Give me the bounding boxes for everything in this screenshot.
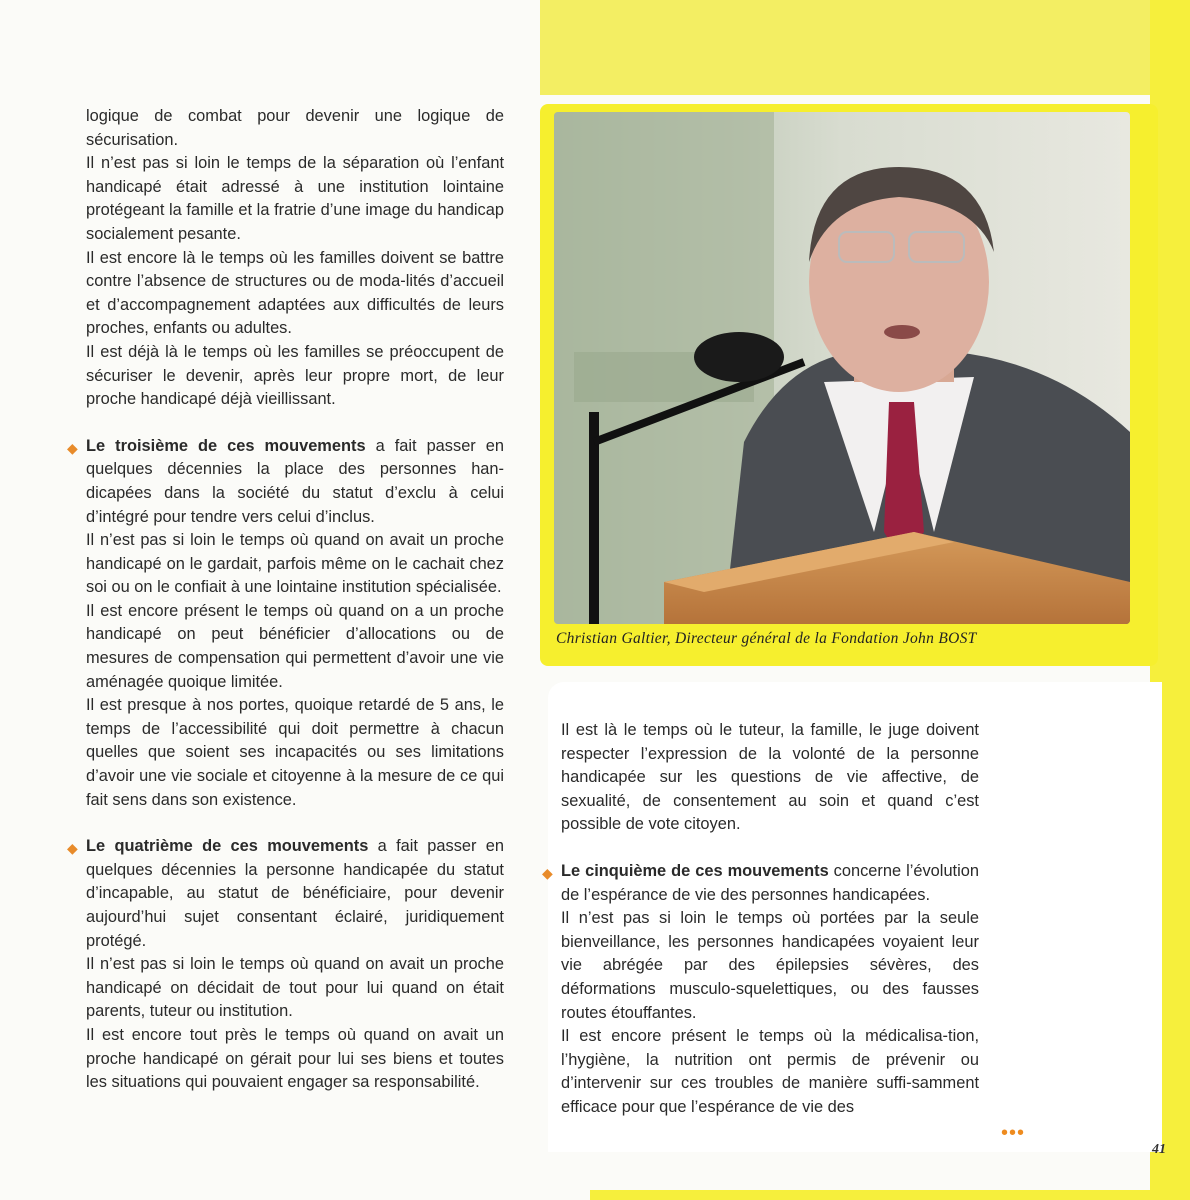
paragraph: Il n’est pas si loin le temps de la séparation où l’enfant handicapé était adressé à une institution lointaine protégeant la famille et la fratrie d’une image du handicap socialement pesante. — [86, 154, 504, 243]
paragraph: Il est encore là le temps où les familles doivent se battre contre l’absence de structures ou de moda-lités d’accueil et d’accompagnement adaptées aux difficultés de leurs proches, enfants ou adultes. — [86, 248, 504, 338]
diamond-bullet-icon: ◆ — [67, 439, 78, 456]
page-number: 41 — [1152, 1142, 1166, 1157]
paragraph: Il n’est pas si loin le temps où portées par la seule bienveillance, les personnes handicapées voyaient leur vie abrégée par des épilepsies sévères, des déformations musculo-squelettiques, ou des fausses routes étouffantes. — [561, 909, 979, 1022]
bullet-paragraph-fourth-movement — [67, 835, 505, 953]
diamond-bullet-icon: ◆ — [67, 840, 78, 857]
bullet-paragraph-fifth-movement — [542, 860, 979, 907]
paragraph: Il n’est pas si loin le temps où quand on avait un proche handicapé on décidait de tout pour lui quand on était parents, tuteur ou institution. — [86, 955, 504, 1021]
speaker-photo — [554, 112, 1130, 624]
paragraph: logique de combat pour devenir une logique de sécurisation. — [86, 107, 504, 149]
paragraph: Il est encore tout près le temps où quand on avait un proche handicapé on gérait pour lui ses biens et toutes les situations qui pouvaient engager sa responsabilité. — [86, 1025, 504, 1092]
heading-third-movement: Le troisième de ces mouvements — [86, 436, 366, 455]
bullet-text: concerne l’évolution de l’espérance de vie des personnes handicapées. — [561, 861, 979, 904]
bullet-paragraph-third-movement — [67, 435, 504, 529]
paragraph: Il est déjà là le temps où les familles se préoccupent de sécuriser le devenir, après leur propre mort, de leur proche handicapé déjà vieillissant. — [86, 342, 504, 409]
paragraph: Il est presque à nos portes, quoique retardé de 5 ans, le temps de l’accessibilité qui doit permettre à chacun quelles que soient ses incapacités ou ses limitations d’avoir une vie sociale et citoyenne à la mesure de ce qui fait sens dans son existence. — [86, 696, 504, 809]
heading-fourth-movement: Le quatrième de ces mouvements — [86, 837, 369, 856]
bullet-text: a fait passer en quelques décennies la personne handicapée du statut d’incapable, au statut de bénéficiaire, pour devenir aujourd’hui sujet consentant éclairé, juridiquement protégé. — [86, 837, 505, 950]
yellow-bottom-band — [590, 1190, 1190, 1200]
photo-caption: Christian Galtier, Directeur général de la Fondation John BOST — [556, 630, 977, 647]
paragraph: Il est encore présent le temps où quand on a un proche handicapé on peut bénéficier d’allocations ou de mesures de compensation qui permettent d’avoir une vie aménagée quoique limitée. — [86, 601, 504, 691]
yellow-header-band — [540, 0, 1190, 95]
paragraph: Il est encore présent le temps où la médicalisa-tion, l’hygiène, la nutrition ont permis de prévenir ou d’intervenir sur ces troubles de manière suffi-samment efficace pour que l’espérance de vie des — [561, 1027, 979, 1116]
left-text-column — [67, 105, 505, 1095]
paragraph: Il n’est pas si loin le temps où quand on avait un proche handicapé on le gardait, parfois même on le cachait chez soi ou on le confiait à une lointaine institution spécialisée. — [86, 531, 504, 597]
paragraph: Il est là le temps où le tuteur, la famille, le juge doivent respecter l’expression de la volonté de la personne handicapée sur les questions de vie affective, de sexualité, de consentement au soin et quand c’est possible de vote citoyen. — [561, 721, 979, 834]
diamond-bullet-icon: ◆ — [542, 864, 553, 881]
continuation-dots-icon: ••• — [1001, 1122, 1026, 1144]
right-text-column — [542, 719, 979, 1120]
bullet-text: a fait passer en quelques décennies la place des personnes han-dicapées dans la société du statut d’exclu à celui d’intégré pour tendre vers celui d’inclus. — [86, 436, 504, 526]
heading-fifth-movement: Le cinquième de ces mouvements — [561, 861, 829, 880]
